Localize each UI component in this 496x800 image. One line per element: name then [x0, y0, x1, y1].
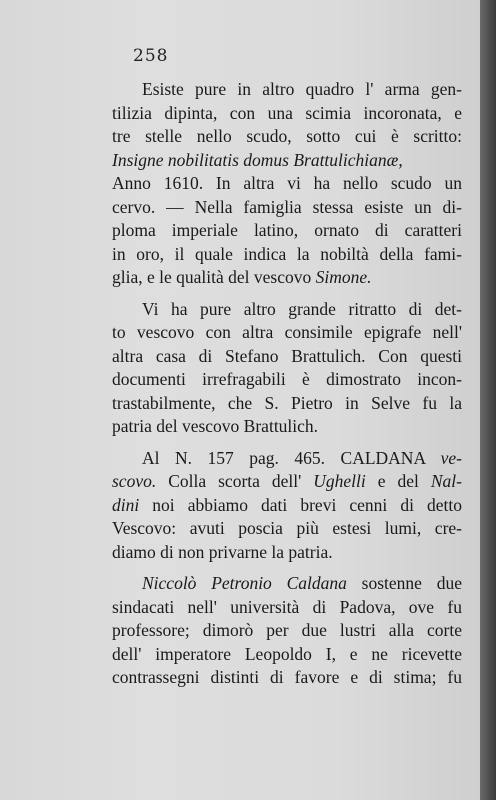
text-segment: professore; dimorò per due lustri alla corte: [112, 620, 462, 640]
text-line: [112, 415, 462, 439]
text-line: [112, 517, 462, 541]
text-segment: tre stelle nello scudo, sotto cui è scritto:: [112, 126, 462, 146]
text-segment: diamo di non privarne la patria.: [112, 541, 333, 562]
text-line: [112, 447, 462, 471]
text-segment: altra casa di Stefano Brattulich. Con questi: [112, 345, 462, 366]
text-line: [112, 368, 462, 392]
text-segment: Insigne nobilitatis domus Brattulichianæ,: [112, 149, 403, 170]
text-segment: patria del vescovo Brattulich.: [112, 416, 319, 436]
text-segment: ploma imperiale latino, ornato di caratteri: [112, 220, 462, 240]
text-line: [112, 470, 462, 494]
text-segment: documenti irrefragabili è dimostrato incon-: [112, 369, 462, 389]
text-segment: sindacati nell' università di Padova, ove fu: [112, 596, 462, 617]
text-segment: tilizia dipinta, con una scimia incoronata, e: [112, 102, 462, 123]
text-line: [112, 78, 462, 102]
text-segment: Al N. 157 pag. 465. CALDANA: [142, 447, 441, 468]
text-segment: Simone.: [315, 267, 372, 287]
text-segment: dini: [112, 494, 140, 515]
text-segment: noi abbiamo dati brevi cenni di detto: [139, 494, 462, 515]
text-segment: Ughelli: [313, 471, 366, 491]
text-segment: contrassegni distinti di favore e di stima; fu: [112, 667, 462, 687]
text-segment: e del: [365, 471, 431, 491]
text-segment: Anno 1610. In altra vi ha nello scudo un: [112, 173, 462, 193]
page-body-text: [112, 78, 462, 690]
text-segment: Esiste pure in altro quadro l' arma gen-: [142, 79, 462, 99]
text-segment: scovo.: [112, 471, 157, 491]
text-line: [112, 541, 462, 565]
text-line: [112, 345, 462, 369]
book-spine-shadow: [480, 0, 496, 800]
text-segment: glia, e le qualità del vescovo: [112, 267, 316, 287]
text-line: [112, 102, 462, 126]
text-line: [112, 266, 462, 290]
text-segment: Niccolò Petronio Caldana: [142, 573, 347, 593]
text-segment: Nal-: [430, 471, 462, 491]
paragraph-gap: [112, 439, 462, 447]
text-segment: trastabilmente, che S. Pietro in Selve fu la: [112, 392, 462, 413]
text-segment: Vescovo: avuti poscia più estesi lumi, cre-: [112, 518, 462, 538]
text-line: [112, 666, 462, 690]
text-segment: Colla scorta dell': [156, 471, 314, 491]
text-line: [112, 196, 462, 220]
paragraph-gap: [112, 564, 462, 572]
text-line: [112, 392, 462, 416]
text-line: [112, 572, 462, 596]
text-segment: ve-: [440, 447, 462, 468]
page-number: 258: [133, 46, 169, 66]
text-line: [112, 494, 462, 518]
text-line: [112, 596, 462, 620]
text-line: [112, 172, 462, 196]
text-line: [112, 243, 462, 267]
text-line: [112, 125, 462, 149]
text-segment: Vi ha pure altro grande ritratto di det-: [142, 298, 462, 319]
text-segment: cervo. — Nella famiglia stessa esiste un di-: [112, 196, 462, 217]
text-line: [112, 643, 462, 667]
text-line: [112, 149, 462, 173]
paragraph-gap: [112, 290, 462, 298]
text-line: [112, 219, 462, 243]
text-segment: to vescovo con altra consimile epigrafe nell': [112, 322, 462, 342]
text-line: [112, 619, 462, 643]
text-line: [112, 321, 462, 345]
text-segment: in oro, il quale indica la nobiltà della fami-: [112, 243, 462, 264]
text-segment: dell' imperatore Leopoldo I, e ne ricevette: [112, 643, 462, 664]
text-segment: sostenne due: [346, 573, 462, 593]
text-line: [112, 298, 462, 322]
